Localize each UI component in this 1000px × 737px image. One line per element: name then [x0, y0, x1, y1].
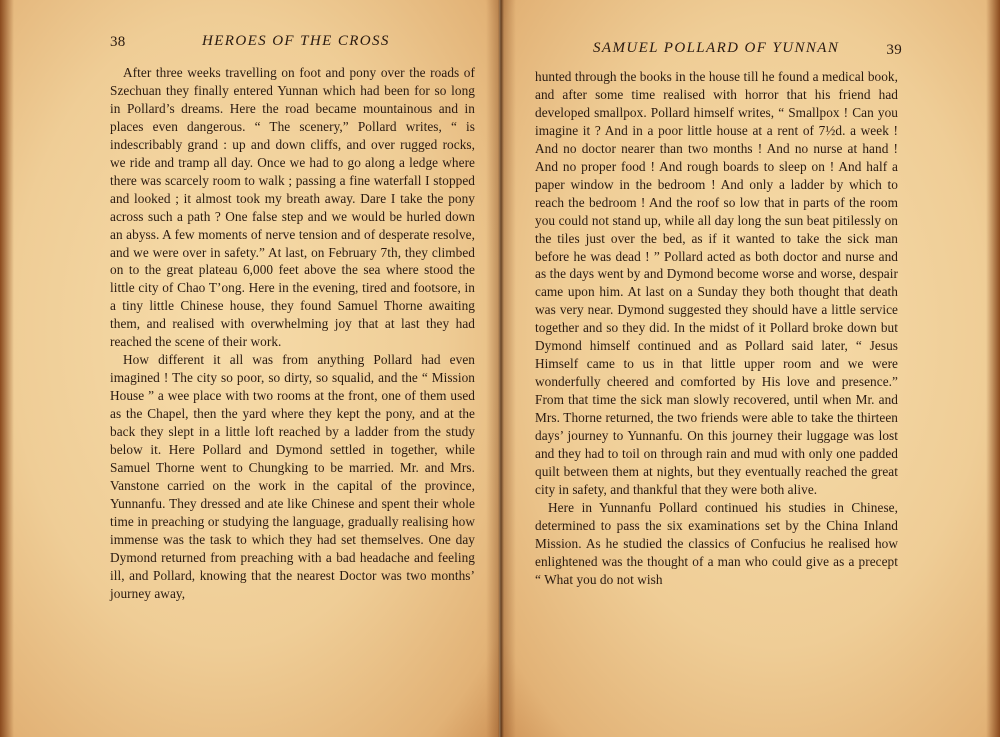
- paragraph: Here in Yunnanfu Pollard continued his studies in Chinese, determined to pass the six examinations set by the China Inland Mission. As he studied the classics of Confucius he realised how enlightened was the thought of a man who could give as a precept “ What you do not wish: [535, 499, 898, 587]
- page-number-right: 39: [886, 42, 902, 58]
- running-head-left: HEROES OF THE CROSS: [202, 33, 390, 49]
- paragraph: After three weeks travelling on foot and pony over the roads of Szechuan they finally entered Yunnan which had been for so long in Pollard’s dreams. Here the road became mountainous and in places even dangerous. “ The scenery,” Pollard writes, “ is indescribably grand : up and down cliffs, and over rugged rocks, we ride and tramp all day. Once we had to go along a ledge where there was scarcely room to walk ; passing a fine waterfall I stopped and looked ; it almost took my breath away. Dare I take the pony across such a path ? One false step and we would be hurled down an abyss. A few moments of nerve tension and of desperate resolve, and we were over in safety.” At last, on February 7th, they climbed on to the great plateau 6,000 feet above the sea where stood the little city of Chao T’ong. Here in the evening, tired and footsore, in a tiny little Chinese house, they found Samuel Thorne awaiting them, and realised with overwhelming joy that at last they had reached the scene of their work.: [110, 65, 475, 350]
- page-edge-left: [0, 0, 14, 737]
- left-page: [0, 0, 499, 737]
- paragraph: hunted through the books in the house till he found a medical book, and after some time realised with horror that his friend had developed smallpox. Pollard himself writes, “ Smallpox ! Can you imagine it ? And in a poor little house at a rent of 7½d. a week ! And no doctor nearer than two months ! And no nurse at hand ! And no proper food ! And rough boards to sleep on ! And half a paper window in the bedroom ! And only a ladder by which to reach the bedroom ! And the roof so low that in parts of the room you could not stand up, while all day long the sun beat pitilessly on the tiles just over the bed, as if it wanted to take the sick man before he was dead ! ” Pollard acted as both doctor and nurse and as the days went by and Dymond become worse and worse, despair came upon him. At last on a Sunday they both thought that death was very near. Dymond suggested they should have a little service together and so they did. In the midst of it Pollard broke down but Dymond himself continued and as Pollard said later, “ Jesus Himself came to us in that little upper room and we were wonderfully cheered and comforted by His love and presence.” From that time the sick man slowly recovered, until when Mr. and Mrs. Thorne returned, the two friends were able to take the thirteen days’ journey to Yunnanfu. On this journey their luggage was lost and they had to toil on through rain and mud with only one padded quilt between them at nights, but they eventually reached the great city in safety, and thankful that they were both alive.: [535, 69, 898, 497]
- right-page-body: [535, 68, 898, 589]
- paragraph: How different it all was from anything Pollard had even imagined ! The city so poor, so dirty, so squalid, and the “ Mission House ” a wee place with two rooms at the front, one of them used as the Chapel, then the yard where they kept the pony, and at the back they slept in a little loft reached by a ladder from the study below it. Here Pollard and Dymond settled in together, while Samuel Thorne went to Chungking to be married. Mr. and Mrs. Vanstone carried on the work in the capital of the province, Yunnanfu. They dressed and ate like Chinese and spent their whole time in preaching or studying the language, gradually realising how immense was the task to which they had set themselves. One day Dymond returned from preaching with a bad headache and feeling ill, and Pollard, knowing that the nearest Doctor was two months’ journey away,: [110, 352, 475, 601]
- book-gutter: [486, 0, 516, 737]
- left-page-body: [110, 64, 475, 603]
- page-edge-right: [986, 0, 1000, 737]
- right-page: [501, 0, 1000, 737]
- page-number-left: 38: [110, 34, 126, 50]
- running-head-right: SAMUEL POLLARD OF YUNNAN: [593, 40, 840, 56]
